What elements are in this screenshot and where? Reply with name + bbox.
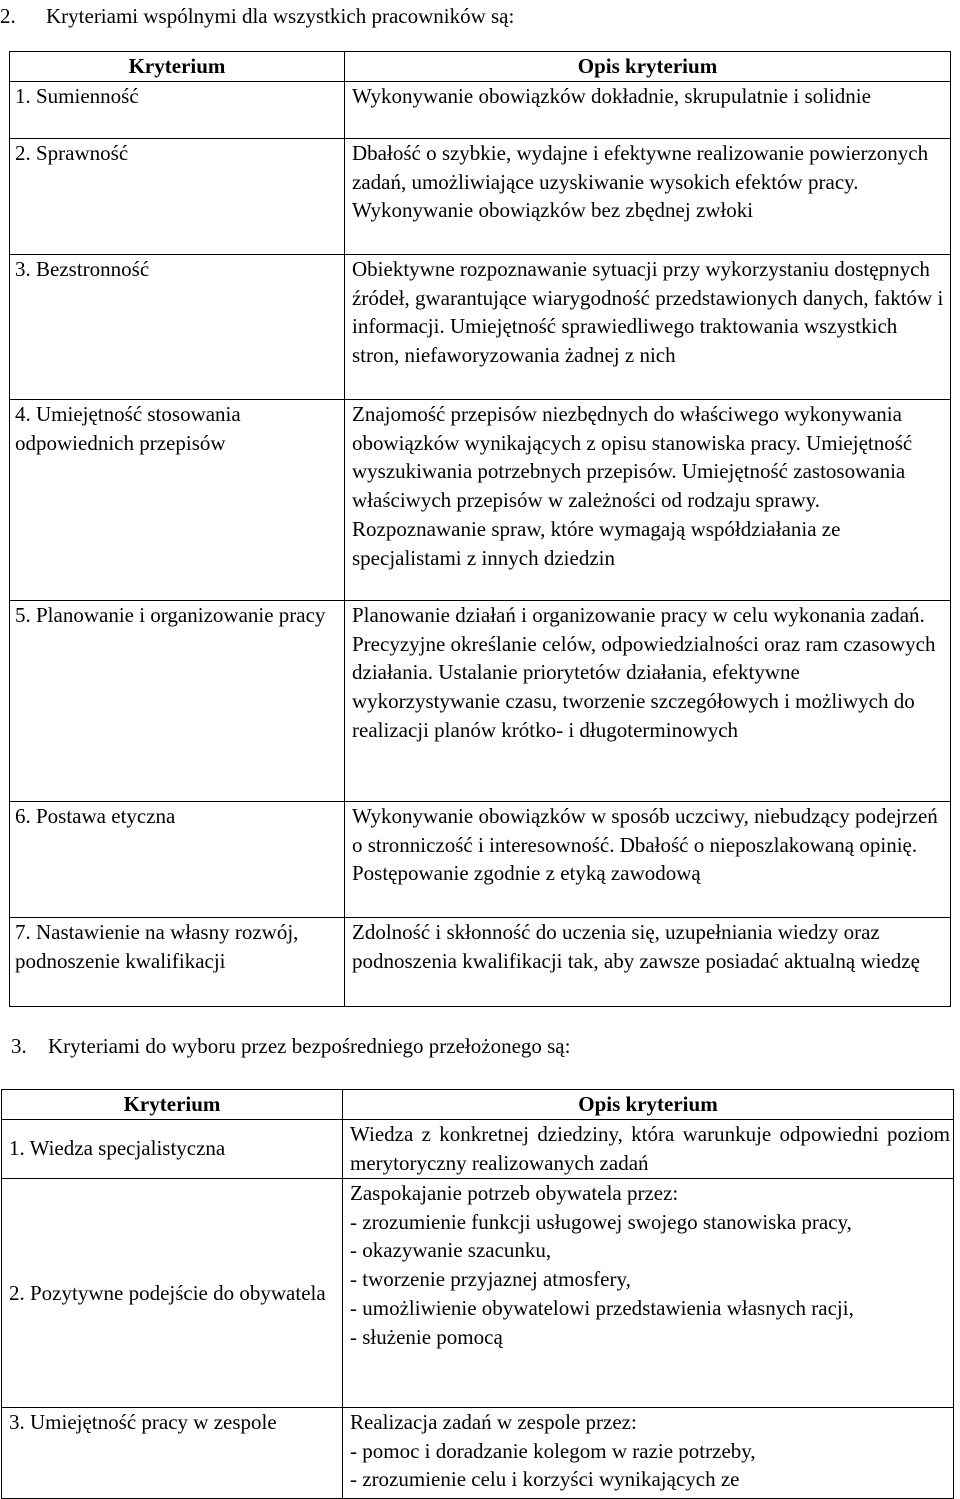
list-item: - umożliwienie obywatelowi przedstawienia własnych racji, xyxy=(350,1295,854,1320)
criterion-cell: 1. Sumienność xyxy=(10,81,345,138)
list-item: - zrozumienie funkcji usługowej swojego stanowiska pracy, xyxy=(350,1209,852,1234)
table-row xyxy=(10,801,951,917)
header-criterion: Kryterium xyxy=(10,52,345,82)
description-cell xyxy=(343,1407,954,1498)
description-cell: Planowanie działań i organizowanie pracy w celu wykonania zadań. Precyzyjne określanie celów, odpowiedzialności oraz ram czasowych działania. Ustalanie priorytetów działania, efektywne wykorzystywanie czasu, tworzenie szczegółowych i możliwych do realizacji planów krótko- i długoterminowych xyxy=(345,600,951,801)
description-cell xyxy=(343,1178,954,1407)
section-2-heading xyxy=(0,2,514,31)
criterion-cell: 3. Umiejętność pracy w zespole xyxy=(2,1407,343,1498)
list-item: - zrozumienie celu i korzyści wynikających ze xyxy=(350,1467,740,1492)
description-cell: Wykonywanie obowiązków w sposób uczciwy, niebudzący podejrzeń o stronniczość i interesowność. Dbałość o nieposzlakowaną opinię. Postępowanie zgodnie z etyką zawodową xyxy=(345,801,951,917)
criterion-cell: 7. Nastawienie na własny rozwój, podnoszenie kwalifikacji xyxy=(10,917,345,1006)
table-header-row xyxy=(10,52,951,82)
description-cell: Dbałość o szybkie, wydajne i efektywne realizowanie powierzonych zadań, umożliwiające uzyskiwanie wysokich efektów pracy. Wykonywanie obowiązków bez zbędnej zwłoki xyxy=(345,138,951,254)
section-3-number: 3. xyxy=(11,1034,27,1058)
table-row xyxy=(10,917,951,1006)
criterion-cell: 4. Umiejętność stosowania odpowiednich przepisów xyxy=(10,399,345,600)
description-cell: Zdolność i skłonność do uczenia się, uzupełniania wiedzy oraz podnoszenia kwalifikacji tak, aby zawsze posiadać aktualną wiedzę xyxy=(345,917,951,1006)
criterion-cell: 2. Sprawność xyxy=(10,138,345,254)
list-item: - tworzenie przyjaznej atmosfery, xyxy=(350,1267,631,1292)
section-3-title: Kryteriami do wyboru przez bezpośredniego przełożonego są: xyxy=(48,1034,571,1058)
criterion-cell: 5. Planowanie i organizowanie pracy xyxy=(10,600,345,801)
header-description: Opis kryterium xyxy=(343,1090,954,1120)
description-cell: Wykonywanie obowiązków dokładnie, skrupulatnie i solidnie xyxy=(345,81,951,138)
table-row xyxy=(10,399,951,600)
table-row xyxy=(10,600,951,801)
header-description: Opis kryterium xyxy=(345,52,951,82)
header-criterion: Kryterium xyxy=(2,1090,343,1120)
table-row xyxy=(2,1119,954,1178)
table-row xyxy=(10,138,951,254)
description-intro: Zaspokajanie potrzeb obywatela przez: xyxy=(350,1180,679,1205)
table-row xyxy=(10,81,951,138)
description-cell: Wiedza z konkretnej dziedziny, która warunkuje odpowiedni poziom merytoryczny realizowanych zadań xyxy=(343,1119,954,1178)
common-criteria-table xyxy=(9,51,951,1007)
criterion-cell: 2. Pozytywne podejście do obywatela xyxy=(2,1178,343,1407)
criterion-cell: 3. Bezstronność xyxy=(10,254,345,399)
table-row xyxy=(2,1407,954,1498)
criterion-cell: 1. Wiedza specjalistyczna xyxy=(2,1119,343,1178)
list-item: - okazywanie szacunku, xyxy=(350,1238,552,1263)
table-row xyxy=(2,1178,954,1407)
list-item: - służenie pomocą xyxy=(350,1324,503,1349)
section-3-heading xyxy=(11,1032,570,1061)
description-cell: Obiektywne rozpoznawanie sytuacji przy wykorzystaniu dostępnych źródeł, gwarantujące wiarygodność przedstawionych danych, faktów i informacji. Umiejętność sprawiedliwego traktowania wszystkich stron, niefaworyzowania żadnej z nich xyxy=(345,254,951,399)
section-2-number: 2. xyxy=(0,4,16,28)
supervisor-criteria-table xyxy=(1,1089,954,1499)
table-header-row xyxy=(2,1090,954,1120)
list-item: - pomoc i doradzanie kolegom w razie potrzeby, xyxy=(350,1438,756,1463)
section-2-title: Kryteriami wspólnymi dla wszystkich pracowników są: xyxy=(46,4,515,28)
description-cell: Znajomość przepisów niezbędnych do właściwego wykonywania obowiązków wynikających z opisu stanowiska pracy. Umiejętność wyszukiwania potrzebnych przepisów. Umiejętność zastosowania właściwych przepisów w zależności od rodzaju sprawy. Rozpoznawanie spraw, które wymagają współdziałania ze specjalistami z innych dziedzin xyxy=(345,399,951,600)
description-intro: Realizacja zadań w zespole przez: xyxy=(350,1409,637,1434)
criterion-cell: 6. Postawa etyczna xyxy=(10,801,345,917)
table-row xyxy=(10,254,951,399)
